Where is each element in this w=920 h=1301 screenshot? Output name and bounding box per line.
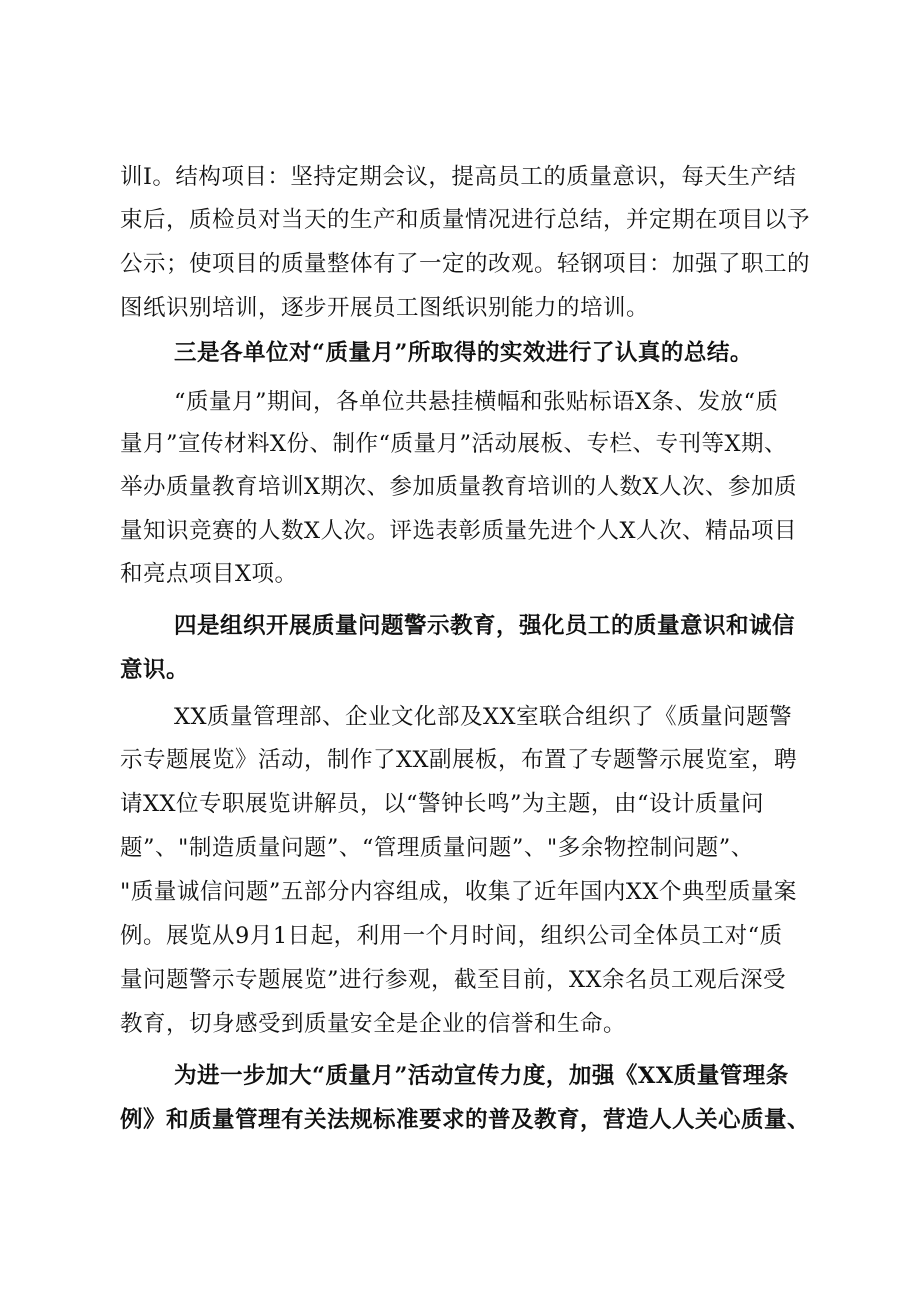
paragraph-line: 题”、"制造质量问题”、“管理质量问题”、"多余物控制问题”、 [120, 835, 754, 861]
section-heading-three: 三是各单位对“质量月”所取得的实效进行了认真的总结。 [174, 340, 753, 366]
paragraph-line: 量问题警示专题展览”进行参观，截至目前，XX余名员工观后深受 [120, 967, 787, 993]
paragraph-line: XX质量管理部、企业文化部及XX室联合组织了《质量问题警 [174, 704, 793, 730]
paragraph-line: 教育，切身感受到质量安全是企业的信誉和生命。 [120, 1011, 627, 1037]
closing-paragraph-line: 为进一步加大“质量月”活动宣传力度，加强《XX质量管理条 [174, 1063, 789, 1089]
paragraph-line: 训I。结构项目：坚持定期会议，提高员工的质量意识，每天生产结 [120, 164, 797, 190]
paragraph-line: 公示；使项目的质量整体有了一定的改观。轻钢项目：加强了职工的 [120, 251, 811, 277]
section-heading-four: 四是组织开展质量问题警示教育，强化员工的质量意识和诚信 [174, 613, 796, 639]
paragraph-line: 请XX位专职展览讲解员，以“警钟长鸣”为主题，由“设计质量问 [120, 791, 765, 817]
paragraph-line: 和亮点项目X项。 [120, 561, 298, 587]
paragraph-line: “质量月”期间，各单位共悬挂横幅和张贴标语X条、发放“质 [174, 389, 779, 415]
paragraph-line: 量月”宣传材料X份、制作“质量月”活动展板、专栏、专刊等X期、 [120, 431, 788, 457]
paragraph-line: 束后，质检员对当天的生产和质量情况进行总结，并定期在项目以予 [120, 207, 811, 233]
closing-paragraph-line: 例》和质量管理有关法规标准要求的普及教育，营造人人关心质量、 [120, 1107, 811, 1133]
section-heading-four-cont: 意识。 [120, 657, 190, 683]
paragraph-line: 举办质量教育培训X期次、参加质量教育培训的人数X人次、参加质 [120, 474, 798, 500]
paragraph-line: 图纸识别培训，逐步开展员工图纸识别能力的培训。 [120, 295, 650, 321]
paragraph-line: "质量诚信问题”五部分内容组成，收集了近年国内XX个典型质量案 [120, 879, 797, 905]
paragraph-line: 例。展览从9月1日起，利用一个月时间，组织公司全体员工对“质 [120, 923, 783, 949]
paragraph-line: 量知识竞赛的人数X人次。评选表彰质量先进个人X人次、精品项目 [120, 518, 798, 544]
paragraph-line: 示专题展览》活动，制作了XX副展板，布置了专题警示展览室，聘 [120, 747, 798, 773]
